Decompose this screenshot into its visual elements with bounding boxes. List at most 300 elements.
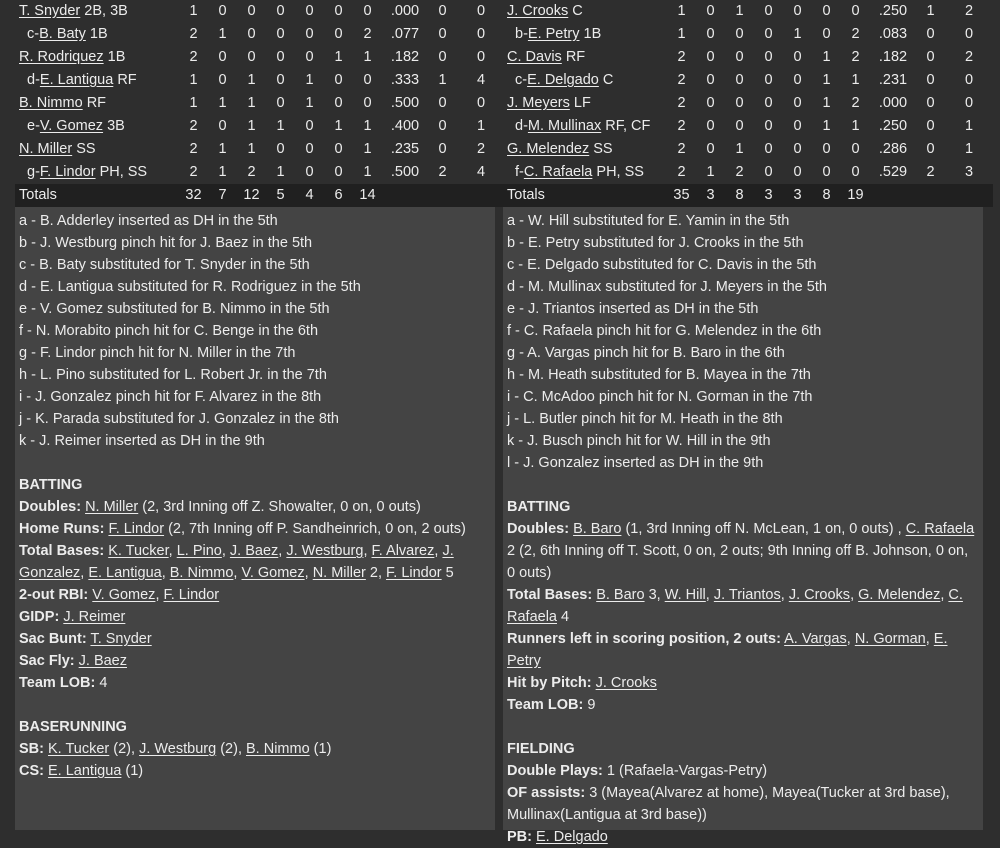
- player-name-cell: [15, 0, 179, 23]
- stat-c2: 1: [457, 115, 505, 138]
- substitution-notes: [15, 207, 495, 782]
- player-name-link[interactable]: F. Lindor: [39, 164, 96, 180]
- stat-c2: 1: [945, 138, 993, 161]
- entry-text: ,: [221, 543, 230, 559]
- entry-text: ,: [846, 631, 855, 647]
- entry-text: 4: [556, 609, 570, 625]
- stat-c1: 0: [916, 115, 945, 138]
- player-name-cell: [503, 138, 667, 161]
- section-title: BATTING: [507, 499, 571, 515]
- player-row: [15, 0, 505, 23]
- entry-text: (1): [121, 763, 144, 779]
- player-name-link[interactable]: B. Baty: [39, 26, 86, 42]
- substitution-note: e - J. Triantos inserted as DH in the 5th: [507, 301, 759, 317]
- stat-so: 0: [324, 69, 353, 92]
- player-name-cell: [503, 46, 667, 69]
- player-name-link[interactable]: B. Nimmo: [19, 95, 83, 111]
- stat-entry: [19, 760, 495, 782]
- player-link[interactable]: T. Snyder: [90, 631, 152, 647]
- player-name-link[interactable]: C. Davis: [507, 49, 562, 65]
- player-link[interactable]: A. Vargas: [784, 631, 847, 647]
- stat-c2: 0: [457, 46, 505, 69]
- entry-text: ,: [363, 543, 372, 559]
- player-position: RF, CF: [605, 118, 651, 134]
- entry-text: 1 (Rafaela-Vargas-Petry): [606, 763, 768, 779]
- player-name-link[interactable]: T. Snyder: [19, 3, 81, 19]
- sub-prefix: g-: [27, 164, 40, 180]
- player-link[interactable]: V. Gomez: [241, 565, 305, 581]
- player-row: [503, 23, 993, 46]
- stat-so: 0: [812, 161, 841, 184]
- stat-r: 0: [208, 69, 237, 92]
- stat-entry: [19, 628, 495, 650]
- stat-r: 0: [208, 115, 237, 138]
- player-name-cell: [15, 23, 179, 46]
- stat-lob: 1: [353, 138, 382, 161]
- stat-c2: 3: [945, 161, 993, 184]
- player-name-link[interactable]: E. Petry: [527, 26, 580, 42]
- stat-bb: 0: [295, 23, 324, 46]
- stat-ab: 2: [179, 115, 208, 138]
- stat-bb: 0: [783, 0, 812, 23]
- stat-lob: 2: [841, 23, 870, 46]
- player-position: C: [602, 72, 614, 88]
- stat-bb: 0: [295, 138, 324, 161]
- stat-bb: 0: [783, 161, 812, 184]
- stat-entry: [507, 760, 983, 782]
- entry-label: Sac Fly:: [19, 653, 75, 669]
- stat-h: 0: [725, 92, 754, 115]
- section-title: BASERUNNING: [19, 719, 127, 735]
- totals-empty: [916, 184, 945, 207]
- entry-text: ,: [434, 543, 443, 559]
- stat-c2: 1: [945, 115, 993, 138]
- player-name-link[interactable]: E. Lantigua: [39, 72, 114, 88]
- stat-lob: 1: [353, 46, 382, 69]
- totals-h: 12: [237, 184, 266, 207]
- entry-text: (1): [309, 741, 332, 757]
- substitution-note: f - N. Morabito pinch hit for C. Benge in the 6th: [19, 323, 319, 339]
- stat-r: 1: [208, 92, 237, 115]
- player-name-cell: [15, 46, 179, 69]
- stat-rbi: 1: [266, 115, 295, 138]
- stat-c2: 2: [945, 46, 993, 69]
- entry-label: Total Bases:: [19, 543, 105, 559]
- substitution-note: l - J. Gonzalez inserted as DH in the 9th: [507, 455, 764, 471]
- stat-avg: .333: [382, 69, 428, 92]
- player-link[interactable]: L. Pino: [176, 543, 222, 559]
- player-name-cell: [15, 161, 179, 184]
- player-link[interactable]: G. Melendez: [858, 587, 941, 603]
- stat-bb: 1: [295, 69, 324, 92]
- player-link[interactable]: E. Delgado: [536, 829, 608, 845]
- stat-rbi: 1: [266, 161, 295, 184]
- away-team-panel: [15, 0, 495, 830]
- player-name-cell: [503, 0, 667, 23]
- sub-prefix: d-: [515, 118, 528, 134]
- stat-so: 1: [812, 46, 841, 69]
- player-name-cell: [503, 69, 667, 92]
- player-row: [503, 69, 993, 92]
- player-link[interactable]: C. Rafaela: [507, 587, 963, 625]
- entry-label: Team LOB:: [19, 675, 96, 691]
- stat-ab: 1: [179, 69, 208, 92]
- stat-rbi: 0: [266, 0, 295, 23]
- entry-text: ,: [233, 565, 242, 581]
- stat-c1: 0: [916, 46, 945, 69]
- totals-empty: [382, 184, 428, 207]
- entry-label: Sac Bunt:: [19, 631, 87, 647]
- entry-text: ,: [278, 543, 287, 559]
- stat-lob: 0: [841, 0, 870, 23]
- entry-label: GIDP:: [19, 609, 60, 625]
- player-link[interactable]: F. Lindor: [108, 521, 165, 537]
- stat-r: 0: [208, 46, 237, 69]
- totals-empty: [945, 184, 993, 207]
- substitution-note: h - M. Heath substituted for B. Mayea in the 7th: [507, 367, 811, 383]
- player-link[interactable]: N. Miller: [312, 565, 366, 581]
- player-name-link[interactable]: R. Rodriquez: [19, 49, 104, 65]
- stat-lob: 0: [353, 0, 382, 23]
- entry-label: Total Bases:: [507, 587, 593, 603]
- section-spacer: [19, 452, 495, 474]
- stat-r: 1: [208, 161, 237, 184]
- stat-lob: 0: [353, 69, 382, 92]
- player-position: SS: [76, 141, 96, 157]
- entry-text: 3 (Mayea(Alvarez at home), Mayea(Tucker at 3rd base), Mullinax(Lantigua at 3rd base)): [507, 785, 950, 823]
- stat-h: 1: [237, 92, 266, 115]
- totals-r: 7: [208, 184, 237, 207]
- section-title: BATTING: [19, 477, 83, 493]
- entry-text: 4: [99, 675, 108, 691]
- stat-rbi: 0: [266, 23, 295, 46]
- stat-ab: 2: [179, 161, 208, 184]
- player-name-link[interactable]: N. Miller: [19, 141, 73, 157]
- stat-so: 0: [324, 92, 353, 115]
- stat-entry: [507, 694, 983, 716]
- player-position: 3B: [107, 118, 125, 134]
- stat-bb: 0: [783, 46, 812, 69]
- stat-entry: [507, 628, 983, 672]
- player-position: SS: [593, 141, 613, 157]
- player-name-link[interactable]: G. Melendez: [507, 141, 590, 157]
- player-link[interactable]: J. Reimer: [63, 609, 126, 625]
- stat-lob: 2: [841, 46, 870, 69]
- stat-c1: 0: [428, 0, 457, 23]
- stat-c2: 0: [457, 92, 505, 115]
- stat-so: 1: [812, 69, 841, 92]
- stat-avg: .000: [382, 0, 428, 23]
- stat-avg: .286: [870, 138, 916, 161]
- player-name-link[interactable]: V. Gomez: [39, 118, 104, 134]
- entry-text: 9: [587, 697, 596, 713]
- entry-label: SB:: [19, 741, 44, 757]
- player-position: 2B, 3B: [84, 3, 128, 19]
- stat-h: 1: [725, 138, 754, 161]
- player-link[interactable]: B. Nimmo: [246, 741, 310, 757]
- section-spacer: [507, 474, 983, 496]
- stat-h: 0: [725, 23, 754, 46]
- stat-c1: 0: [916, 69, 945, 92]
- sub-prefix: b-: [515, 26, 528, 42]
- stat-c1: 0: [428, 92, 457, 115]
- player-link[interactable]: B. Baro: [573, 521, 622, 537]
- player-name-cell: [15, 115, 179, 138]
- totals-rbi: 5: [266, 184, 295, 207]
- stat-ab: 2: [667, 69, 696, 92]
- stat-so: 0: [812, 23, 841, 46]
- player-link[interactable]: E. Petry: [507, 631, 948, 669]
- player-row: [15, 92, 505, 115]
- stat-so: 0: [812, 138, 841, 161]
- stat-rbi: 0: [266, 92, 295, 115]
- stat-rbi: 0: [754, 0, 783, 23]
- player-row: [503, 46, 993, 69]
- player-link[interactable]: J. Baez: [78, 653, 127, 669]
- totals-label: Totals: [15, 184, 179, 207]
- player-row: [15, 115, 505, 138]
- player-name-link[interactable]: C. Rafaela: [523, 164, 593, 180]
- stat-ab: 2: [667, 92, 696, 115]
- stat-r: 0: [696, 0, 725, 23]
- stat-rbi: 0: [754, 46, 783, 69]
- stat-rbi: 0: [754, 161, 783, 184]
- stat-r: 0: [696, 69, 725, 92]
- stat-entry: [507, 782, 983, 826]
- substitution-note: f - C. Rafaela pinch hit for G. Melendez in the 6th: [507, 323, 822, 339]
- stat-ab: 2: [179, 46, 208, 69]
- player-row: [503, 0, 993, 23]
- player-name-cell: [15, 138, 179, 161]
- stat-entry: [19, 606, 495, 628]
- player-position: C: [572, 3, 583, 19]
- substitution-note: k - J. Reimer inserted as DH in the 9th: [19, 433, 265, 449]
- player-link[interactable]: J. Baez: [229, 543, 279, 559]
- player-position: 1B: [107, 49, 126, 65]
- stat-entry: [19, 540, 495, 584]
- entry-text: 2 (2, 6th Inning off T. Scott, 0 on, 2 outs; 9th Inning off B. Johnson, 0 on, 0 outs): [507, 543, 969, 581]
- player-name-cell: [503, 161, 667, 184]
- entry-text: ,: [705, 587, 714, 603]
- stat-c2: 0: [945, 92, 993, 115]
- stat-h: 1: [237, 69, 266, 92]
- totals-ab: 32: [179, 184, 208, 207]
- totals-empty: [870, 184, 916, 207]
- stat-bb: 1: [783, 23, 812, 46]
- stat-entry: [507, 518, 983, 584]
- entry-text: ,: [850, 587, 859, 603]
- player-link[interactable]: F. Alvarez: [371, 543, 435, 559]
- stat-bb: 0: [783, 115, 812, 138]
- entry-label: Runners left in scoring position, 2 outs:: [507, 631, 781, 647]
- stat-r: 0: [208, 0, 237, 23]
- player-link[interactable]: J. Westburg: [286, 543, 364, 559]
- stat-c2: 4: [457, 161, 505, 184]
- substitution-note: b - J. Westburg pinch hit for J. Baez in the 5th: [19, 235, 313, 251]
- stat-avg: .250: [870, 0, 916, 23]
- stat-r: 0: [696, 92, 725, 115]
- stat-c1: 0: [916, 92, 945, 115]
- stat-c2: 2: [945, 0, 993, 23]
- entry-text: 2,: [365, 565, 387, 581]
- substitution-note: a - B. Adderley inserted as DH in the 5th: [19, 213, 278, 229]
- stat-avg: .400: [382, 115, 428, 138]
- stat-lob: 1: [353, 161, 382, 184]
- stat-so: 0: [324, 161, 353, 184]
- player-row: [15, 161, 505, 184]
- entry-label: OF assists:: [507, 785, 586, 801]
- entry-text: ,: [780, 587, 789, 603]
- player-position: 1B: [583, 26, 602, 42]
- player-link[interactable]: E. Lantigua: [88, 565, 162, 581]
- player-link[interactable]: E. Lantigua: [48, 763, 122, 779]
- totals-rbi: 3: [754, 184, 783, 207]
- totals-r: 3: [696, 184, 725, 207]
- stat-ab: 2: [667, 46, 696, 69]
- player-position: PH, SS: [596, 164, 644, 180]
- substitution-note: i - J. Gonzalez pinch hit for F. Alvarez in the 8th: [19, 389, 322, 405]
- stat-h: 2: [237, 161, 266, 184]
- substitution-note: e - V. Gomez substituted for B. Nimmo in the 5th: [19, 301, 330, 317]
- stat-r: 1: [208, 138, 237, 161]
- player-link[interactable]: F. Lindor: [386, 565, 442, 581]
- stat-rbi: 0: [754, 23, 783, 46]
- stat-avg: .000: [870, 92, 916, 115]
- totals-ab: 35: [667, 184, 696, 207]
- player-link[interactable]: C. Rafaela: [905, 521, 975, 537]
- totals-bb: 4: [295, 184, 324, 207]
- stat-c2: 2: [457, 138, 505, 161]
- stat-r: 0: [696, 115, 725, 138]
- entry-text: (2, 7th Inning off P. Sandheinrich, 0 on, 2 outs): [164, 521, 466, 537]
- substitution-note: k - J. Busch pinch hit for W. Hill in the 9th: [507, 433, 771, 449]
- batting-table: [503, 0, 993, 207]
- stat-bb: 0: [295, 0, 324, 23]
- stat-bb: 0: [783, 69, 812, 92]
- stat-avg: .235: [382, 138, 428, 161]
- stat-lob: 0: [841, 138, 870, 161]
- stat-c2: 0: [457, 0, 505, 23]
- stat-so: 0: [324, 0, 353, 23]
- player-row: [503, 161, 993, 184]
- stat-rbi: 0: [266, 138, 295, 161]
- stat-avg: .083: [870, 23, 916, 46]
- stat-bb: 1: [295, 92, 324, 115]
- stat-entry: [19, 672, 495, 694]
- stat-ab: 1: [179, 92, 208, 115]
- stat-avg: .231: [870, 69, 916, 92]
- section-spacer: [19, 694, 495, 716]
- player-link[interactable]: K. Tucker: [108, 543, 169, 559]
- player-link[interactable]: K. Tucker: [48, 741, 110, 757]
- entry-text: ,: [940, 587, 949, 603]
- sub-prefix: c-: [27, 26, 40, 42]
- player-name-cell: [15, 69, 179, 92]
- stat-c2: 0: [945, 69, 993, 92]
- player-link[interactable]: W. Hill: [664, 587, 706, 603]
- stat-lob: 0: [353, 92, 382, 115]
- stat-so: 1: [324, 46, 353, 69]
- stat-c1: 1: [428, 69, 457, 92]
- stat-r: 1: [208, 23, 237, 46]
- substitution-note: c - E. Delgado substituted for C. Davis in the 5th: [507, 257, 817, 273]
- stat-bb: 0: [783, 92, 812, 115]
- stat-entry: [507, 584, 983, 628]
- stat-h: 1: [237, 115, 266, 138]
- player-row: [503, 115, 993, 138]
- entry-label: Home Runs:: [19, 521, 105, 537]
- sub-prefix: d-: [27, 72, 40, 88]
- player-link[interactable]: J. Crooks: [788, 587, 851, 603]
- player-link[interactable]: B. Nimmo: [169, 565, 234, 581]
- entry-text: ,: [304, 565, 313, 581]
- substitution-note: d - E. Lantigua substituted for R. Rodriguez in the 5th: [19, 279, 361, 295]
- substitution-note: h - L. Pino substituted for L. Robert Jr. in the 7th: [19, 367, 327, 383]
- player-name-link[interactable]: J. Crooks: [507, 3, 569, 19]
- totals-so: 8: [812, 184, 841, 207]
- totals-lob: 19: [841, 184, 870, 207]
- totals-lob: 14: [353, 184, 382, 207]
- entry-label: 2-out RBI:: [19, 587, 89, 603]
- stat-h: 0: [237, 46, 266, 69]
- player-position: PH, SS: [99, 164, 148, 180]
- player-link[interactable]: J. Crooks: [595, 675, 657, 691]
- totals-label: Totals: [503, 184, 667, 207]
- stat-avg: .500: [382, 92, 428, 115]
- stat-h: 0: [725, 46, 754, 69]
- stat-rbi: 0: [754, 69, 783, 92]
- player-name-cell: [503, 115, 667, 138]
- stat-avg: .077: [382, 23, 428, 46]
- stat-entry: [19, 518, 495, 540]
- stat-c2: 0: [945, 23, 993, 46]
- stat-rbi: 0: [754, 92, 783, 115]
- section-spacer: [507, 716, 983, 738]
- totals-empty: [428, 184, 457, 207]
- stat-entry: [507, 826, 983, 848]
- player-link[interactable]: J. Triantos: [713, 587, 781, 603]
- stat-lob: 1: [353, 115, 382, 138]
- batting-table: [15, 0, 505, 207]
- entry-label: Team LOB:: [507, 697, 584, 713]
- player-name-link[interactable]: J. Meyers: [507, 95, 570, 111]
- stat-avg: .529: [870, 161, 916, 184]
- section-title: FIELDING: [507, 741, 575, 757]
- entry-text: ,: [80, 565, 89, 581]
- stat-so: 0: [324, 23, 353, 46]
- player-link[interactable]: N. Gorman: [854, 631, 926, 647]
- player-link[interactable]: B. Baro: [596, 587, 645, 603]
- player-link[interactable]: F. Lindor: [163, 587, 220, 603]
- entry-label: CS:: [19, 763, 44, 779]
- stat-ab: 2: [179, 138, 208, 161]
- entry-label: Doubles:: [19, 499, 82, 515]
- stat-avg: .182: [382, 46, 428, 69]
- entry-text: 5: [441, 565, 454, 581]
- player-name-link[interactable]: M. Mullinax: [527, 118, 602, 134]
- stat-c1: 0: [916, 23, 945, 46]
- stat-c1: 2: [916, 161, 945, 184]
- stat-r: 0: [696, 138, 725, 161]
- stat-bb: 0: [295, 46, 324, 69]
- player-name-cell: [503, 23, 667, 46]
- stat-r: 0: [696, 23, 725, 46]
- player-link[interactable]: J. Gonzalez: [19, 543, 454, 581]
- player-link[interactable]: V. Gomez: [92, 587, 156, 603]
- player-name-link[interactable]: E. Delgado: [527, 72, 599, 88]
- player-link[interactable]: N. Miller: [85, 499, 139, 515]
- player-link[interactable]: J. Westburg: [139, 741, 217, 757]
